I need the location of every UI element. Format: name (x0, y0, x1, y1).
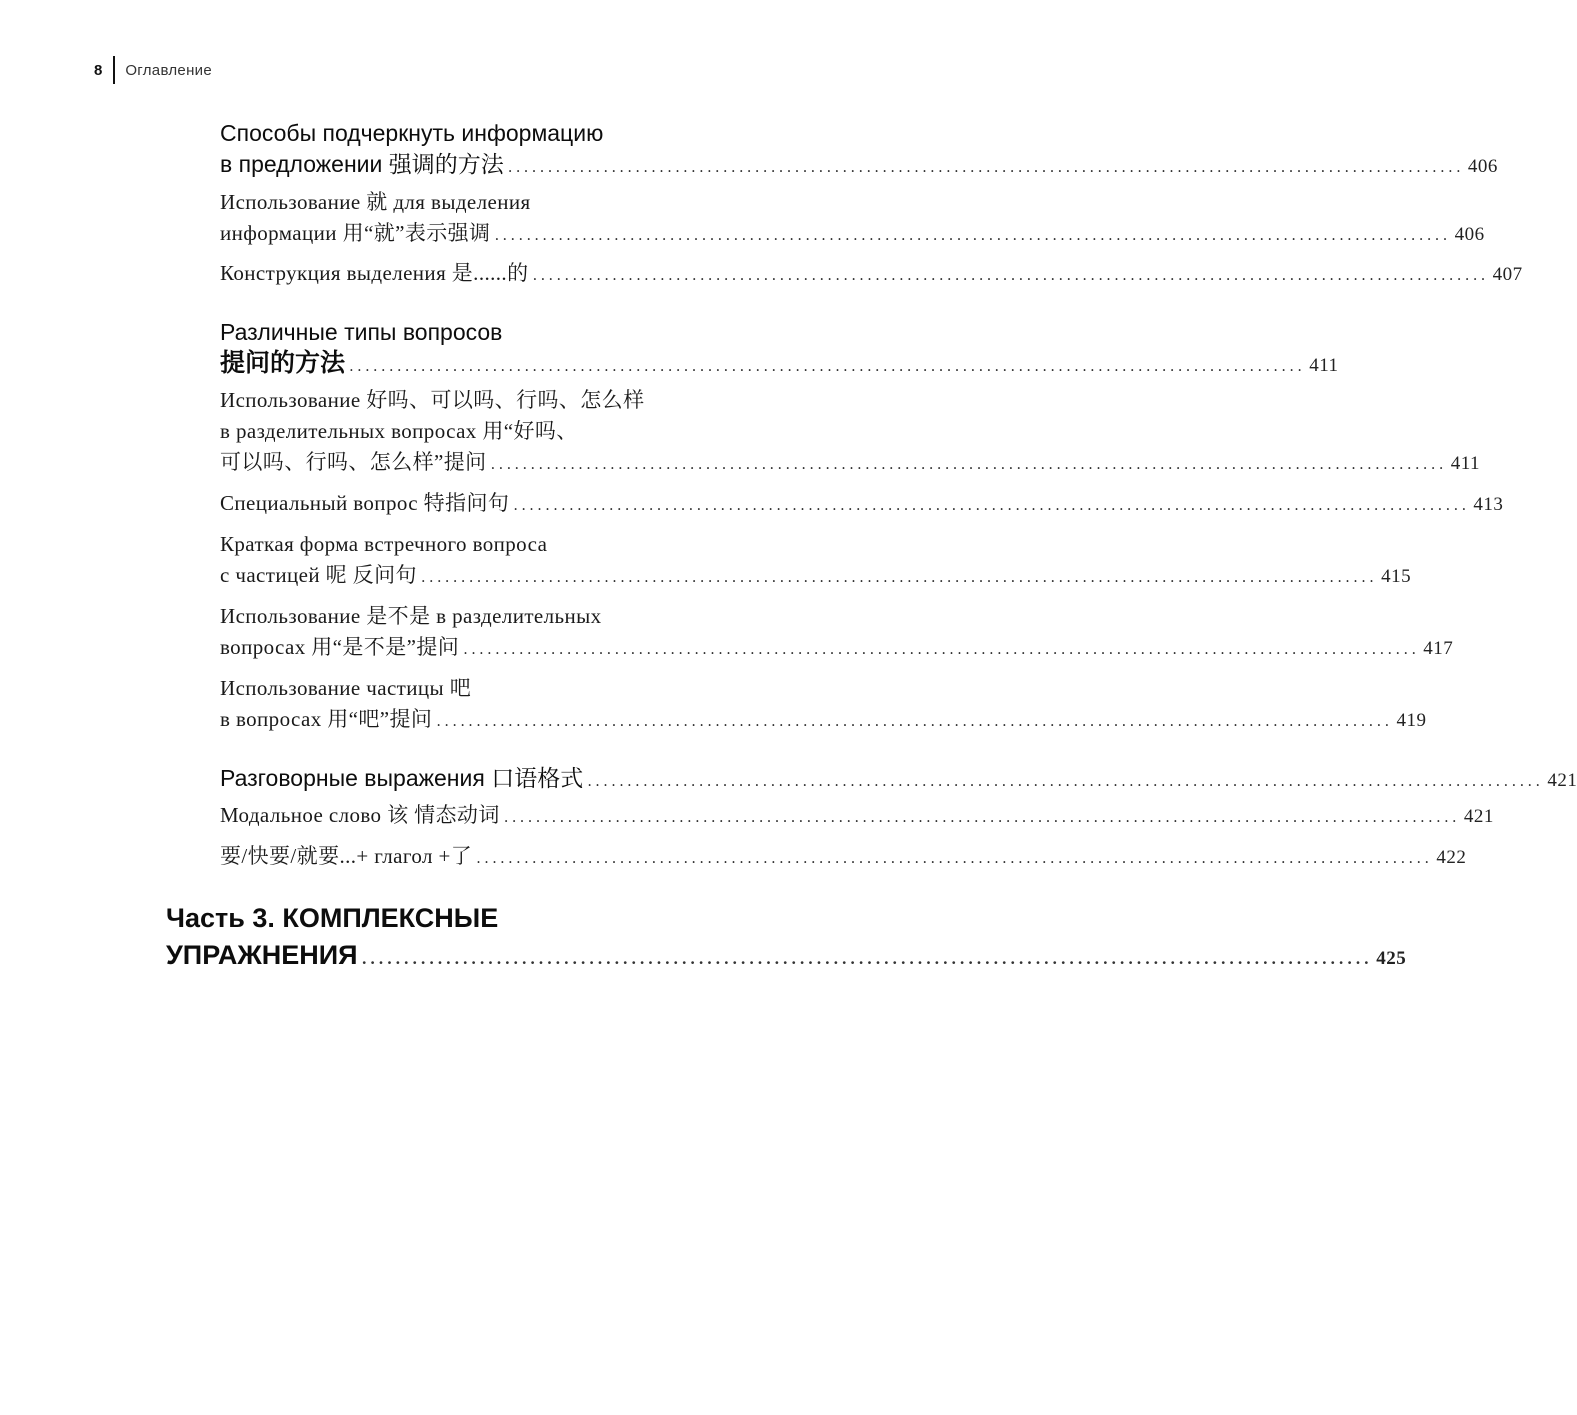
toc-entry-title: Специальный вопрос 特指问句 (220, 491, 510, 515)
toc-page-number: 411 (1309, 355, 1339, 376)
dot-leader: ........................................................................................................................ (503, 808, 1460, 826)
toc-page-number: 425 (1376, 948, 1407, 969)
toc-entry-title-line: Различные типы вопросов (220, 319, 503, 345)
toc-page-number: 411 (1450, 453, 1480, 474)
toc-page-number: 417 (1423, 638, 1454, 659)
running-head-title: Оглавление (125, 61, 212, 79)
toc-page-number: 422 (1436, 847, 1467, 868)
toc-entry-last-line (220, 704, 1427, 737)
toc-entry-title-line: Часть 3. КОМПЛЕКСНЫЕ (166, 903, 499, 933)
toc-entry-last-line (220, 488, 1504, 521)
toc-item-modal[interactable] (220, 800, 1494, 833)
toc-entry-last-line (220, 258, 1523, 291)
header-divider (113, 56, 115, 84)
toc-page-number: 406 (1467, 156, 1498, 177)
toc-entry-title: в предложении 强调的方法 (220, 151, 504, 177)
toc-entry-title: с частицей 呢 反问句 (220, 563, 417, 587)
toc-entry-last-line (220, 348, 1339, 382)
toc-section-emphasis[interactable] (220, 118, 1498, 183)
toc-item-special-question[interactable] (220, 488, 1504, 521)
toc-entry-last-line (220, 560, 1412, 593)
toc-entry-title: Разговорные выражения 口语格式 (220, 765, 584, 791)
toc-part-3[interactable] (166, 900, 1407, 978)
toc-entry-title-line: Использование 是不是 в разделительных (220, 604, 602, 628)
toc-item-shi-de[interactable] (220, 258, 1523, 291)
dot-leader: ........................................................................................................................ (436, 712, 1393, 730)
dot-leader: ........................................................................................................................ (494, 226, 1451, 244)
toc-item-yao-le[interactable] (220, 841, 1467, 874)
toc-entry-last-line (220, 632, 1454, 665)
toc-page-number: 413 (1473, 494, 1504, 515)
toc-item-tag-questions[interactable] (220, 385, 1480, 480)
toc-section-questions[interactable] (220, 317, 1339, 382)
toc-item-ba[interactable] (220, 673, 1427, 737)
toc-entry-last-line (166, 937, 1407, 978)
dot-leader: ........................................................................................................................ (361, 950, 1373, 968)
dot-leader: ........................................................................................................................ (490, 455, 1447, 473)
toc-entry-title: 提问的方法 (220, 349, 346, 377)
dot-leader: ........................................................................................................................ (532, 266, 1489, 284)
page-number: 8 (94, 61, 103, 79)
toc-entry-last-line (220, 800, 1494, 833)
toc-page-number: 421 (1463, 806, 1494, 827)
toc-entry-last-line (220, 218, 1485, 251)
dot-leader: ........................................................................................................................ (513, 496, 1470, 514)
toc-entry-last-line (220, 149, 1498, 183)
toc-page-number: 415 (1381, 566, 1412, 587)
dot-leader: ........................................................................................................................ (507, 158, 1464, 176)
toc-entry-title-line: Использование частицы 吧 (220, 676, 472, 700)
dot-leader: ........................................................................................................................ (420, 568, 1378, 586)
toc-entry-title-line: Краткая форма встречного вопроса (220, 532, 548, 556)
toc-page-number: 407 (1492, 264, 1523, 285)
toc-item-jiu[interactable] (220, 187, 1485, 251)
toc-entry-title-line: Использование 就 для выделения (220, 190, 531, 214)
toc-section-colloquial[interactable] (220, 763, 1577, 797)
toc-entry-last-line (220, 763, 1577, 797)
toc-entry-title: 要/快要/就要...+ глагол +了 (220, 844, 473, 868)
toc-page-number: 421 (1547, 770, 1577, 791)
dot-leader: ........................................................................................................................ (476, 849, 1433, 867)
toc-entry-title-line: Способы подчеркнуть информацию (220, 120, 604, 146)
toc-entry-title: в вопросах 用“吧”提问 (220, 707, 433, 731)
dot-leader: ........................................................................................................................ (349, 357, 1306, 375)
toc-entry-last-line (220, 841, 1467, 874)
toc-entry-title: Модальное слово 该 情态动词 (220, 803, 500, 827)
toc-entry-title: УПРАЖНЕНИЯ (166, 940, 358, 970)
toc-entry-title: Конструкция выделения 是......的 (220, 261, 529, 285)
dot-leader: ........................................................................................................................ (587, 772, 1544, 790)
toc-entry-title: вопросах 用“是不是”提问 (220, 635, 460, 659)
dot-leader: ........................................................................................................................ (463, 640, 1420, 658)
toc-entry-title-line: Использование 好吗、可以吗、行吗、怎么样 (220, 388, 645, 412)
toc-page-number: 406 (1454, 224, 1485, 245)
toc-item-ne-question[interactable] (220, 529, 1412, 593)
toc-item-shibushi[interactable] (220, 601, 1454, 665)
toc-entry-title: информации 用“就”表示强调 (220, 221, 491, 245)
running-head (94, 56, 212, 84)
toc-entry-last-line (220, 447, 1480, 480)
toc-entry-title-line: в разделительных вопросах 用“好吗、 (220, 419, 578, 443)
toc-entry-title: 可以吗、行吗、怎么样”提问 (220, 450, 487, 474)
toc-page-number: 419 (1396, 710, 1427, 731)
